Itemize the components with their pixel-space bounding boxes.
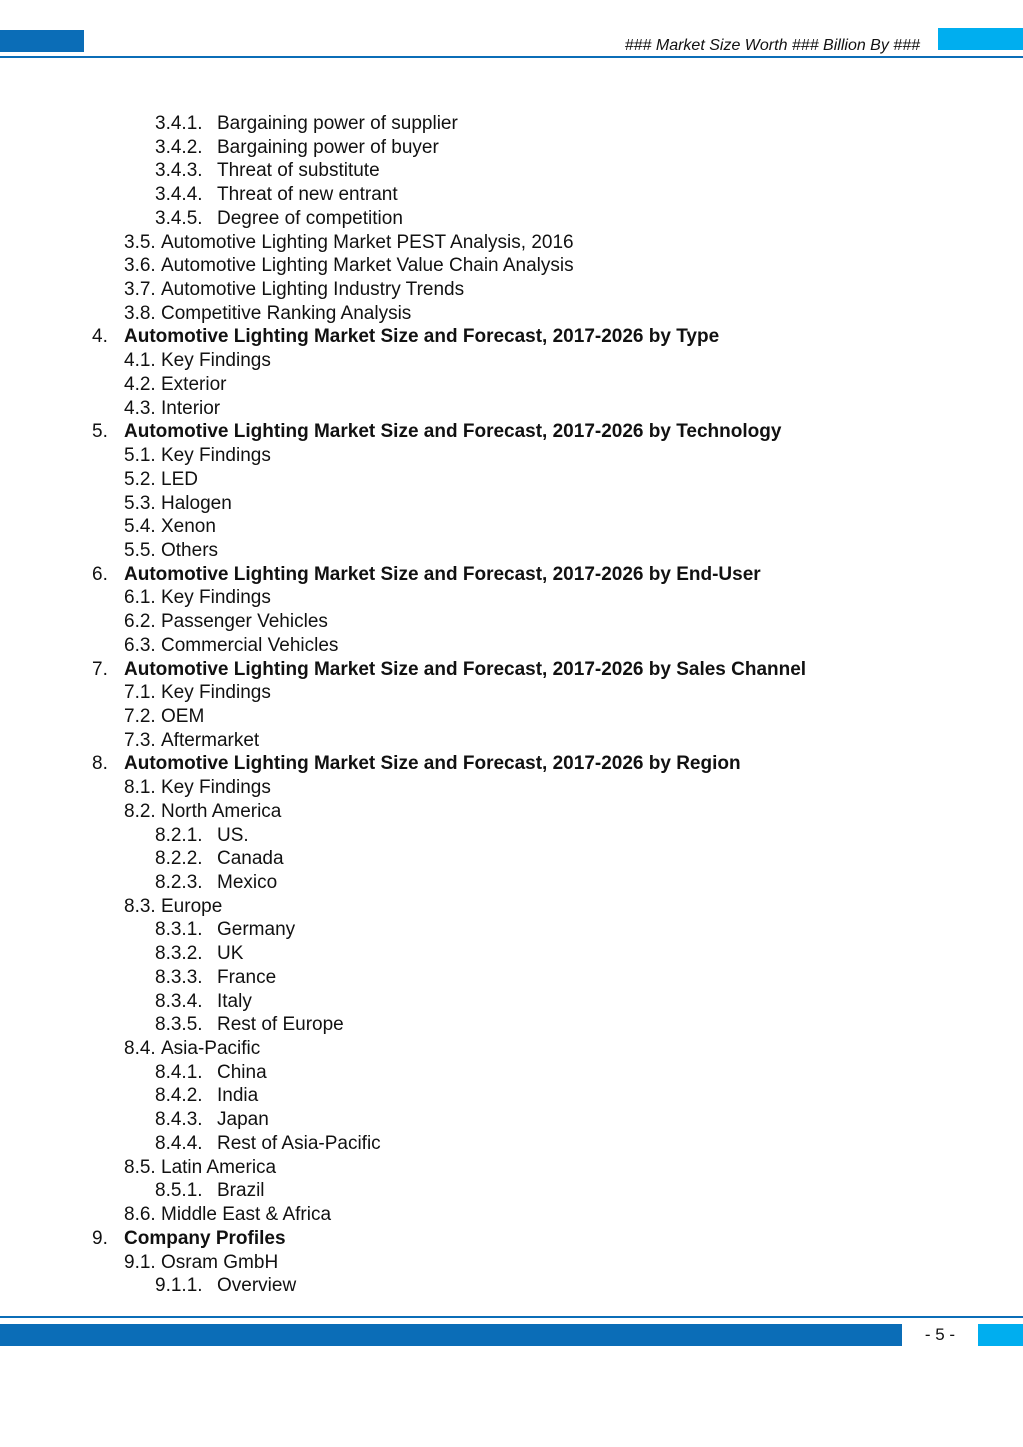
toc-section-entry (0, 349, 1023, 373)
toc-subsection-entry (0, 1179, 1023, 1203)
toc-entry-title: Overview (217, 1275, 297, 1297)
toc-entry-title: Automotive Lighting Market Size and Forecast, 2017-2026 by Type (124, 326, 720, 348)
toc-entry-title: UK (217, 943, 244, 965)
toc-entry-title: Japan (217, 1109, 269, 1131)
page-number: - 5 - (924, 1325, 956, 1344)
toc-entry-title: Germany (217, 919, 296, 941)
footer-accent-block-right (978, 1324, 1023, 1346)
toc-subsection-entry (0, 1084, 1023, 1108)
toc-entry-title: Threat of new entrant (217, 184, 398, 206)
header-accent-block-left (0, 30, 84, 52)
toc-entry-title: Threat of substitute (217, 160, 380, 182)
toc-section-entry (0, 278, 1023, 302)
toc-section-entry (0, 681, 1023, 705)
toc-entry-number: 8.3.3. (155, 966, 203, 988)
toc-chapter-entry (0, 325, 1023, 349)
toc-entry-number: 7.3. (124, 729, 156, 751)
toc-entry-number: 5.4. (124, 516, 156, 538)
toc-section-entry (0, 492, 1023, 516)
toc-entry-title: Degree of competition (217, 207, 403, 229)
toc-entry-title: Xenon (161, 516, 216, 538)
toc-subsection-entry (0, 942, 1023, 966)
toc-entry-number: 8.3.1. (155, 919, 203, 941)
toc-entry-title: Automotive Lighting Industry Trends (161, 279, 465, 301)
toc-entry-number: 8.2. (124, 800, 156, 822)
toc-subsection-entry (0, 847, 1023, 871)
toc-entry-title: China (217, 1061, 267, 1083)
toc-entry-title: Europe (161, 895, 223, 917)
toc-entry-number: 3.7. (124, 279, 156, 301)
toc-entry-title: Automotive Lighting Market Value Chain Analysis (161, 255, 574, 277)
toc-entry-title: Commercial Vehicles (161, 634, 339, 656)
toc-entry-title: Exterior (161, 373, 227, 395)
toc-entry-number: 7.1. (124, 682, 156, 704)
toc-entry-title: Key Findings (161, 682, 271, 704)
toc-subsection-entry (0, 1274, 1023, 1298)
toc-chapter-entry (0, 752, 1023, 776)
toc-section-entry (0, 776, 1023, 800)
toc-entry-number: 3.6. (124, 255, 156, 277)
toc-entry-number: 4.1. (124, 350, 156, 372)
toc-section-entry (0, 729, 1023, 753)
toc-subsection-entry (0, 824, 1023, 848)
toc-entry-title: OEM (161, 705, 205, 727)
toc-section-entry (0, 231, 1023, 255)
toc-section-entry (0, 610, 1023, 634)
toc-entry-number: 4.3. (124, 397, 156, 419)
toc-entry-title: US. (217, 824, 249, 846)
toc-entry-title: LED (161, 468, 198, 490)
toc-entry-title: Rest of Europe (217, 1014, 344, 1036)
toc-section-entry (0, 397, 1023, 421)
toc-entry-number: 3.4.4. (155, 184, 203, 206)
table-of-contents (0, 112, 1023, 1298)
toc-entry-title: France (217, 966, 277, 988)
toc-entry-number: 6. (92, 563, 108, 585)
toc-section-entry (0, 539, 1023, 563)
footer-accent-bar (0, 1324, 902, 1346)
toc-subsection-entry (0, 1108, 1023, 1132)
toc-section-entry (0, 895, 1023, 919)
toc-entry-title: Key Findings (161, 350, 271, 372)
toc-entry-title: Mexico (217, 872, 278, 893)
toc-entry-number: 4. (92, 326, 108, 348)
toc-entry-number: 7. (92, 658, 108, 680)
header-rule (0, 56, 1023, 58)
toc-entry-number: 6.1. (124, 587, 156, 609)
toc-entry-number: 3.5. (124, 231, 156, 253)
toc-section-entry (0, 1251, 1023, 1275)
toc-subsection-entry (0, 112, 1023, 136)
toc-section-entry (0, 373, 1023, 397)
toc-entry-title: Rest of Asia-Pacific (217, 1132, 381, 1154)
toc-entry-title: Key Findings (161, 587, 271, 609)
toc-subsection-entry (0, 1132, 1023, 1156)
toc-entry-number: 8.4. (124, 1038, 156, 1060)
toc-section-entry (0, 705, 1023, 729)
toc-entry-number: 8.2.3. (155, 872, 203, 893)
toc-entry-number: 4.2. (124, 373, 156, 395)
toc-entry-number: 3.4.3. (155, 160, 203, 182)
toc-entry-title: Italy (217, 990, 252, 1012)
toc-entry-title: Bargaining power of buyer (217, 136, 439, 158)
toc-entry-title: Automotive Lighting Market Size and Forecast, 2017-2026 by Sales Channel (124, 658, 807, 680)
toc-entry-number: 8.4.4. (155, 1132, 203, 1154)
toc-section-entry (0, 586, 1023, 610)
toc-entry-number: 3.4.5. (155, 207, 203, 229)
toc-section-entry (0, 800, 1023, 824)
toc-section-entry (0, 1203, 1023, 1227)
toc-entry-number: 8.2.1. (155, 824, 203, 846)
toc-entry-title: Automotive Lighting Market Size and Forecast, 2017-2026 by End-User (124, 563, 761, 585)
toc-entry-number: 5. (92, 421, 108, 443)
toc-subsection-entry (0, 1013, 1023, 1037)
toc-entry-number: 8.5.1. (155, 1180, 203, 1202)
toc-entry-number: 8.3.5. (155, 1014, 203, 1036)
header-accent-block-right (938, 28, 1023, 50)
toc-entry-number: 8.5. (124, 1156, 156, 1178)
toc-entry-title: Key Findings (161, 445, 271, 467)
toc-entry-title: Interior (161, 397, 221, 419)
toc-entry-title: Automotive Lighting Market Size and Forecast, 2017-2026 by Region (124, 753, 741, 775)
toc-chapter-entry (0, 658, 1023, 682)
toc-entry-number: 9. (92, 1227, 108, 1249)
toc-entry-number: 8.3. (124, 895, 156, 917)
toc-entry-number: 7.2. (124, 705, 156, 727)
toc-entry-title: Canada (217, 848, 284, 870)
toc-subsection-entry (0, 871, 1023, 895)
toc-subsection-entry (0, 918, 1023, 942)
toc-entry-title: India (217, 1085, 259, 1107)
toc-entry-title: Middle East & Africa (161, 1204, 332, 1226)
toc-entry-number: 9.1. (124, 1251, 156, 1273)
toc-entry-number: 5.3. (124, 492, 156, 514)
toc-entry-number: 6.2. (124, 611, 156, 633)
toc-entry-number: 8.2.2. (155, 848, 203, 870)
toc-entry-title: Key Findings (161, 777, 271, 799)
toc-section-entry (0, 254, 1023, 278)
toc-entry-number: 8.1. (124, 777, 156, 799)
toc-entry-title: Halogen (161, 492, 232, 514)
toc-entry-number: 8.3.2. (155, 943, 203, 965)
toc-entry-title: Automotive Lighting Market PEST Analysis, 2016 (161, 231, 574, 253)
toc-entry-number: 6.3. (124, 634, 156, 656)
toc-section-entry (0, 1156, 1023, 1180)
toc-subsection-entry (0, 990, 1023, 1014)
toc-entry-number: 5.5. (124, 539, 156, 561)
toc-entry-number: 8.3.4. (155, 990, 203, 1012)
footer-rule (0, 1316, 1023, 1318)
toc-subsection-entry (0, 1061, 1023, 1085)
toc-entry-title: Latin America (161, 1156, 277, 1178)
toc-entry-number: 8.4.2. (155, 1085, 203, 1107)
toc-subsection-entry (0, 183, 1023, 207)
toc-entry-number: 5.2. (124, 468, 156, 490)
header-title: ### Market Size Worth ### Billion By ### (624, 37, 920, 54)
toc-entry-number: 8.4.1. (155, 1061, 203, 1083)
toc-entry-title: Others (161, 539, 219, 561)
toc-section-entry (0, 468, 1023, 492)
toc-entry-title: North America (161, 800, 282, 822)
toc-entry-number: 8.6. (124, 1204, 156, 1226)
toc-entry-number: 9.1.1. (155, 1275, 203, 1297)
toc-entry-title: Passenger Vehicles (161, 611, 328, 633)
toc-entry-number: 8. (92, 753, 108, 775)
toc-entry-title: Automotive Lighting Market Size and Forecast, 2017-2026 by Technology (124, 421, 782, 443)
toc-entry-title: Bargaining power of supplier (217, 113, 458, 134)
toc-entry-number: 5.1. (124, 445, 156, 467)
toc-entry-title: Aftermarket (161, 729, 260, 751)
toc-subsection-entry (0, 966, 1023, 990)
toc-entry-title: Osram GmbH (161, 1251, 279, 1273)
toc-entry-number: 3.4.2. (155, 136, 203, 158)
toc-entry-number: 3.4.1. (155, 113, 203, 134)
toc-entry-number: 8.4.3. (155, 1109, 203, 1131)
toc-subsection-entry (0, 159, 1023, 183)
toc-section-entry (0, 444, 1023, 468)
toc-entry-title: Company Profiles (124, 1227, 286, 1249)
toc-section-entry (0, 515, 1023, 539)
toc-entry-number: 3.8. (124, 302, 156, 324)
toc-chapter-entry (0, 1227, 1023, 1251)
toc-chapter-entry (0, 420, 1023, 444)
toc-subsection-entry (0, 207, 1023, 231)
toc-section-entry (0, 634, 1023, 658)
toc-section-entry (0, 302, 1023, 326)
toc-subsection-entry (0, 136, 1023, 160)
toc-entry-title: Asia-Pacific (161, 1038, 261, 1060)
toc-entry-title: Competitive Ranking Analysis (161, 302, 412, 324)
toc-section-entry (0, 1037, 1023, 1061)
toc-entry-title: Brazil (217, 1180, 265, 1202)
toc-chapter-entry (0, 563, 1023, 587)
